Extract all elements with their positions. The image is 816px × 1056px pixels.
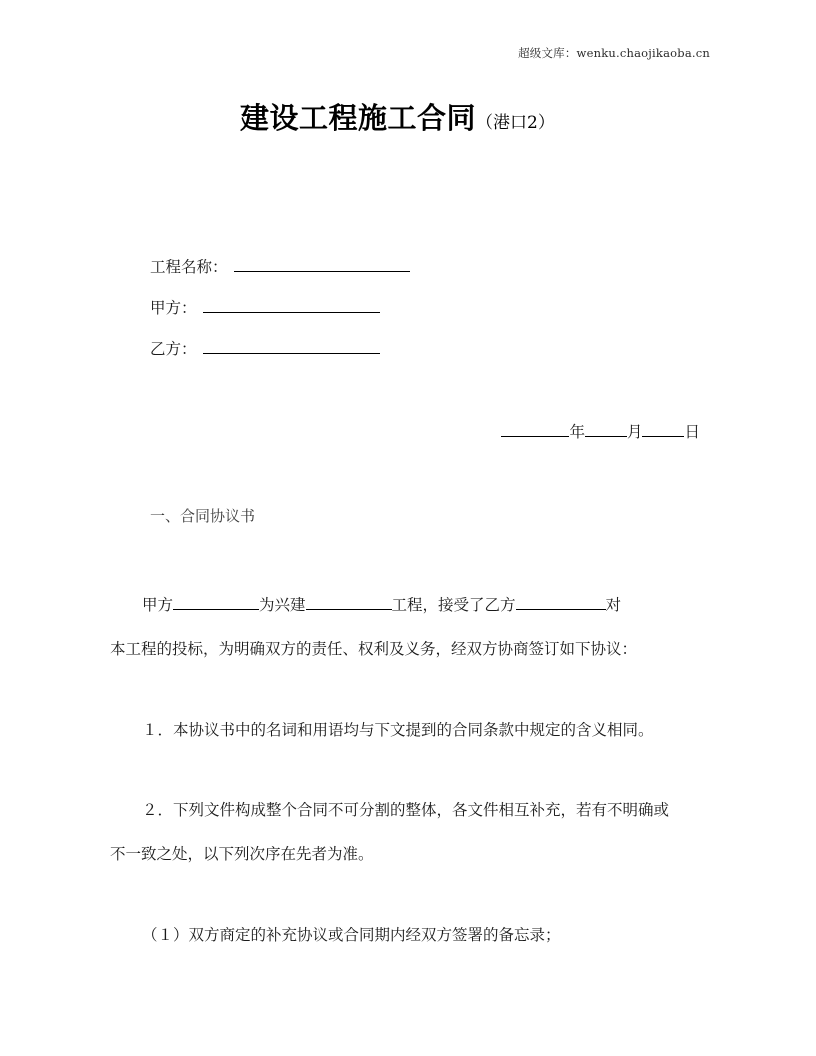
date-month-label: 月 [626, 423, 643, 441]
field-row-project-name [150, 255, 710, 296]
preamble-text-2: 为兴建 [259, 596, 306, 614]
date-month-input[interactable] [585, 421, 627, 437]
party-a-input[interactable] [203, 297, 380, 313]
preamble-blank-party-b[interactable] [516, 594, 606, 610]
signing-date-line [110, 420, 700, 442]
watermark-source-label: 超级文库：wenku.chaojikaoba.cn [518, 46, 710, 60]
preamble-blank-party-a[interactable] [173, 594, 259, 610]
field-row-party-a [150, 296, 710, 337]
section-heading-contract-agreement: 一、合同协议书 [150, 507, 256, 525]
project-name-input[interactable] [234, 256, 410, 272]
clause-item-1 [110, 708, 700, 752]
page-title-suffix: （港口2） [476, 113, 555, 133]
preamble-text-3: 工程，接受了乙方 [391, 596, 516, 614]
clause-sub-item-1-line-1: （１）双方商定的补充协议或合同期内经双方签署的备忘录； [142, 926, 561, 944]
party-b-label: 乙方： [150, 340, 197, 358]
date-year-label: 年 [569, 423, 585, 441]
paragraph-preamble-line-1 [110, 583, 700, 627]
clause-item-2-line-1: ２．下列文件构成整个合同不可分割的整体，各文件相互补充，若有不明确或 [142, 801, 670, 819]
preamble-blank-project[interactable] [306, 594, 392, 610]
date-day-input[interactable] [642, 421, 684, 437]
preamble-text-4: 对 [605, 596, 622, 614]
party-a-label: 甲方： [150, 299, 197, 317]
page-title: 建设工程施工合同 [240, 101, 477, 135]
party-b-input[interactable] [203, 338, 380, 354]
clause-item-2 [110, 788, 700, 876]
paragraph-preamble [110, 583, 700, 671]
document-title [240, 96, 555, 137]
field-row-party-b [150, 337, 710, 378]
project-name-label: 工程名称： [150, 258, 228, 276]
clause-sub-item-1 [110, 913, 700, 957]
clause-item-2-line-2: 不一致之处，以下列次序在先者为准。 [110, 845, 374, 863]
date-year-input[interactable] [501, 421, 569, 437]
preamble-text-1: 甲方 [142, 596, 174, 614]
clause-item-1-line-1: １．本协议书中的名词和用语均与下文提到的合同条款中规定的含义相同。 [142, 721, 654, 739]
paragraph-preamble-line-2: 本工程的投标，为明确双方的责任、权利及义务，经双方协商签订如下协议： [110, 640, 638, 658]
date-day-label: 日 [684, 423, 700, 441]
contract-header-fields [150, 255, 710, 378]
